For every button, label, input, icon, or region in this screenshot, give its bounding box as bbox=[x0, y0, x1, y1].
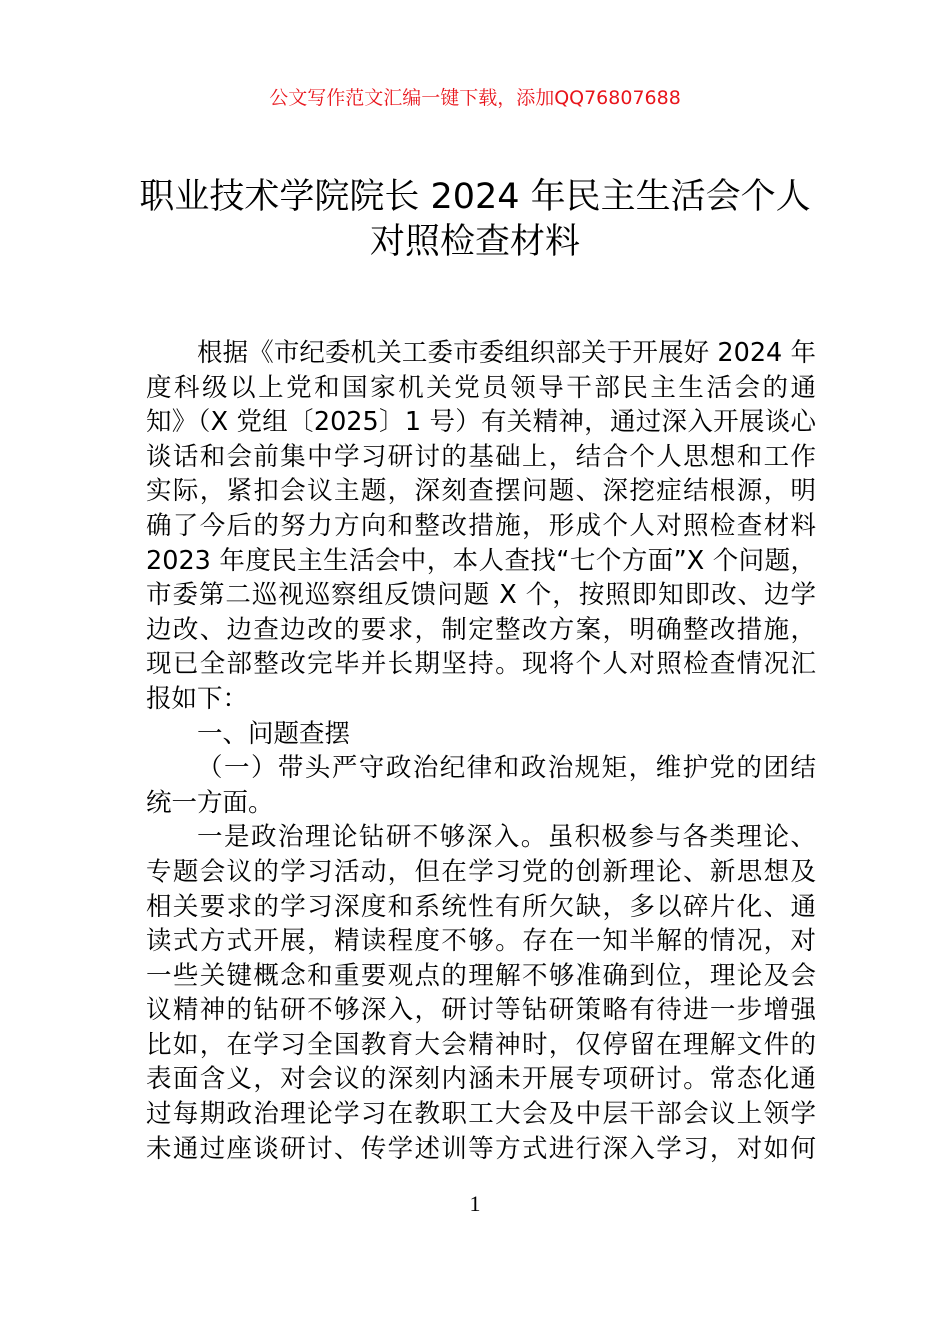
body-line: 过每期政治理论学习在教职工大会及中层干部会议上领学 bbox=[146, 1099, 816, 1130]
body-line: 议精神的钻研不够深入，研讨等钻研策略有待进一步增强 bbox=[146, 995, 816, 1026]
body-line: 根据《市纪委机关工委市委组织部关于开展好 2024 年 bbox=[197, 338, 816, 368]
section-heading: 一、问题查摆 bbox=[197, 718, 351, 749]
body-line: 未通过座谈研讨、传学述训等方式进行深入学习，对如何 bbox=[146, 1133, 816, 1164]
body-line: 确了今后的努力方向和整改措施，形成个人对照检查材料 bbox=[146, 510, 816, 541]
subsection-heading: （一）带头严守政治纪律和政治规矩，维护党的团结 bbox=[197, 753, 816, 784]
body-line: 表面含义，对会议的深刻内涵未开展专项研讨。常态化通 bbox=[146, 1064, 816, 1095]
body-line: 实际，紧扣会议主题，深刻查摆问题、深挖症结根源，明 bbox=[146, 476, 816, 507]
body-line: 边改、边查边改的要求，制定整改方案，明确整改措施， bbox=[146, 614, 816, 645]
body-line: 相关要求的学习深度和系统性有所欠缺，多以碎片化、通 bbox=[146, 891, 816, 922]
body-line: 一是政治理论钻研不够深入。虽积极参与各类理论、 bbox=[197, 822, 816, 853]
body-line: 知》（X 党组〔2025〕1 号）有关精神，通过深入开展谈心 bbox=[146, 407, 816, 438]
page-number: 1 bbox=[469, 1191, 481, 1216]
body-line: 2023 年度民主生活会中，本人查找“七个方面”X 个问题， bbox=[146, 545, 816, 576]
body-line: 谈话和会前集中学习研讨的基础上，结合个人思想和工作 bbox=[146, 441, 816, 472]
body-line: 一些关键概念和重要观点的理解不够准确到位，理论及会 bbox=[146, 960, 816, 991]
document-title-line-2: 对照检查材料 bbox=[369, 222, 580, 262]
subsection-heading-cont: 统一方面。 bbox=[146, 787, 274, 818]
body-line: 报如下： bbox=[146, 683, 249, 714]
download-banner: 公文写作范文汇编一键下载，添加QQ76807688 bbox=[269, 87, 681, 109]
body-line: 度科级以上党和国家机关党员领导干部民主生活会的通 bbox=[146, 372, 816, 403]
body-line: 读式方式开展，精读程度不够。存在一知半解的情况，对 bbox=[146, 926, 816, 957]
body-line: 专题会议的学习活动，但在学习党的创新理论、新思想及 bbox=[146, 856, 816, 887]
document-body bbox=[146, 336, 816, 1166]
body-line: 现已全部整改完毕并长期坚持。现将个人对照检查情况汇 bbox=[146, 649, 816, 680]
body-line: 市委第二巡视巡察组反馈问题 X 个，按照即知即改、边学 bbox=[146, 580, 816, 611]
document-title-line-1: 职业技术学院院长 2024 年民主生活会个人 bbox=[139, 177, 811, 217]
body-line: 比如，在学习全国教育大会精神时，仅停留在理解文件的 bbox=[146, 1029, 816, 1060]
